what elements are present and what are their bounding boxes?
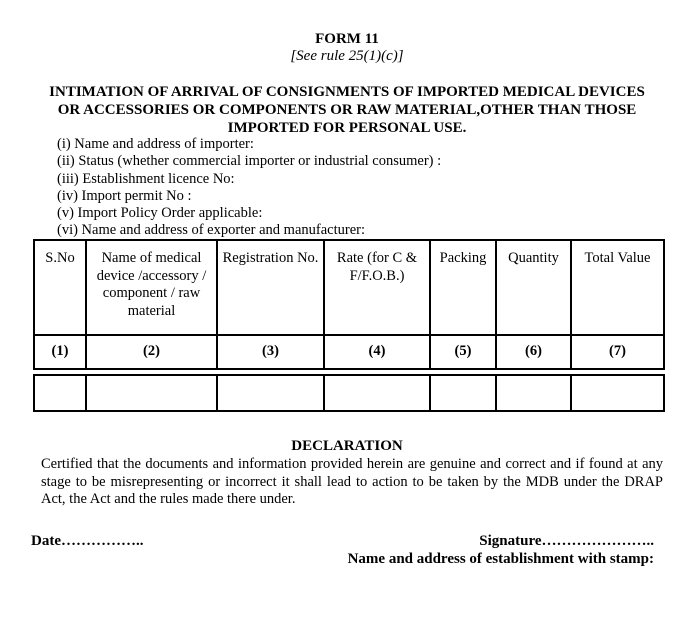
header-registration: Registration No. (217, 240, 324, 335)
col-number-1: (1) (34, 335, 86, 369)
col-number-2: (2) (86, 335, 217, 369)
entry-cell-rate[interactable] (324, 375, 430, 411)
entry-cell-packing[interactable] (430, 375, 496, 411)
declaration-title: DECLARATION (291, 438, 403, 454)
table-row (34, 375, 664, 411)
item-exporter-manufacturer: (vi) Name and address of exporter and manufacturer: (57, 222, 365, 239)
item-import-permit: (iv) Import permit No : (57, 187, 192, 204)
rule-reference: [See rule 25(1)(c)] (290, 48, 404, 64)
entry-cell-device-name[interactable] (86, 375, 217, 411)
entry-cell-sno[interactable] (34, 375, 86, 411)
signature-field: Signature………………….. (479, 533, 654, 549)
col-number-5: (5) (430, 335, 496, 369)
heading-line-3: IMPORTED FOR PERSONAL USE. (227, 120, 467, 136)
table-header-row (34, 240, 664, 335)
declaration-text: Certified that the documents and information provided herein are genuine and correct and if found at any stage to be misrepresenting or incorrect it shall lead to action to be taken by the MDB under the DRAP Act, the Act and the rules made there under. (41, 456, 663, 507)
item-status: (ii) Status (whether commercial importer or industrial consumer) : (57, 153, 442, 170)
col-number-7: (7) (571, 335, 664, 369)
header-packing: Packing (430, 240, 496, 335)
item-establishment-licence: (iii) Establishment licence No: (57, 170, 235, 187)
item-importer: (i) Name and address of importer: (57, 136, 254, 152)
heading-line-1: INTIMATION OF ARRIVAL OF CONSIGNMENTS OF IMPORTED MEDICAL DEVICES (49, 84, 645, 100)
col-number-4: (4) (324, 335, 430, 369)
header-device-name: Name of medical device /accessory / component / raw material (86, 240, 217, 335)
establishment-stamp-label: Name and address of establishment with stamp: (347, 551, 654, 567)
entry-table (33, 374, 665, 412)
information-items-list (57, 136, 441, 240)
consignment-table (33, 239, 665, 370)
table-number-row (34, 335, 664, 369)
header-total-value: Total Value (571, 240, 664, 335)
header-sno: S.No (34, 240, 86, 335)
header-quantity: Quantity (496, 240, 571, 335)
entry-cell-total-value[interactable] (571, 375, 664, 411)
entry-cell-quantity[interactable] (496, 375, 571, 411)
form-heading (0, 83, 694, 137)
date-field: Date…………….. (31, 533, 144, 549)
header-rate: Rate (for C & F/F.O.B.) (324, 240, 430, 335)
form-title: FORM 11 (315, 31, 379, 47)
heading-line-2: OR ACCESSORIES OR COMPONENTS OR RAW MATERIAL,OTHER THAN THOSE (57, 102, 637, 118)
entry-cell-registration[interactable] (217, 375, 324, 411)
col-number-3: (3) (217, 335, 324, 369)
item-import-policy: (v) Import Policy Order applicable: (57, 205, 263, 222)
col-number-6: (6) (496, 335, 571, 369)
